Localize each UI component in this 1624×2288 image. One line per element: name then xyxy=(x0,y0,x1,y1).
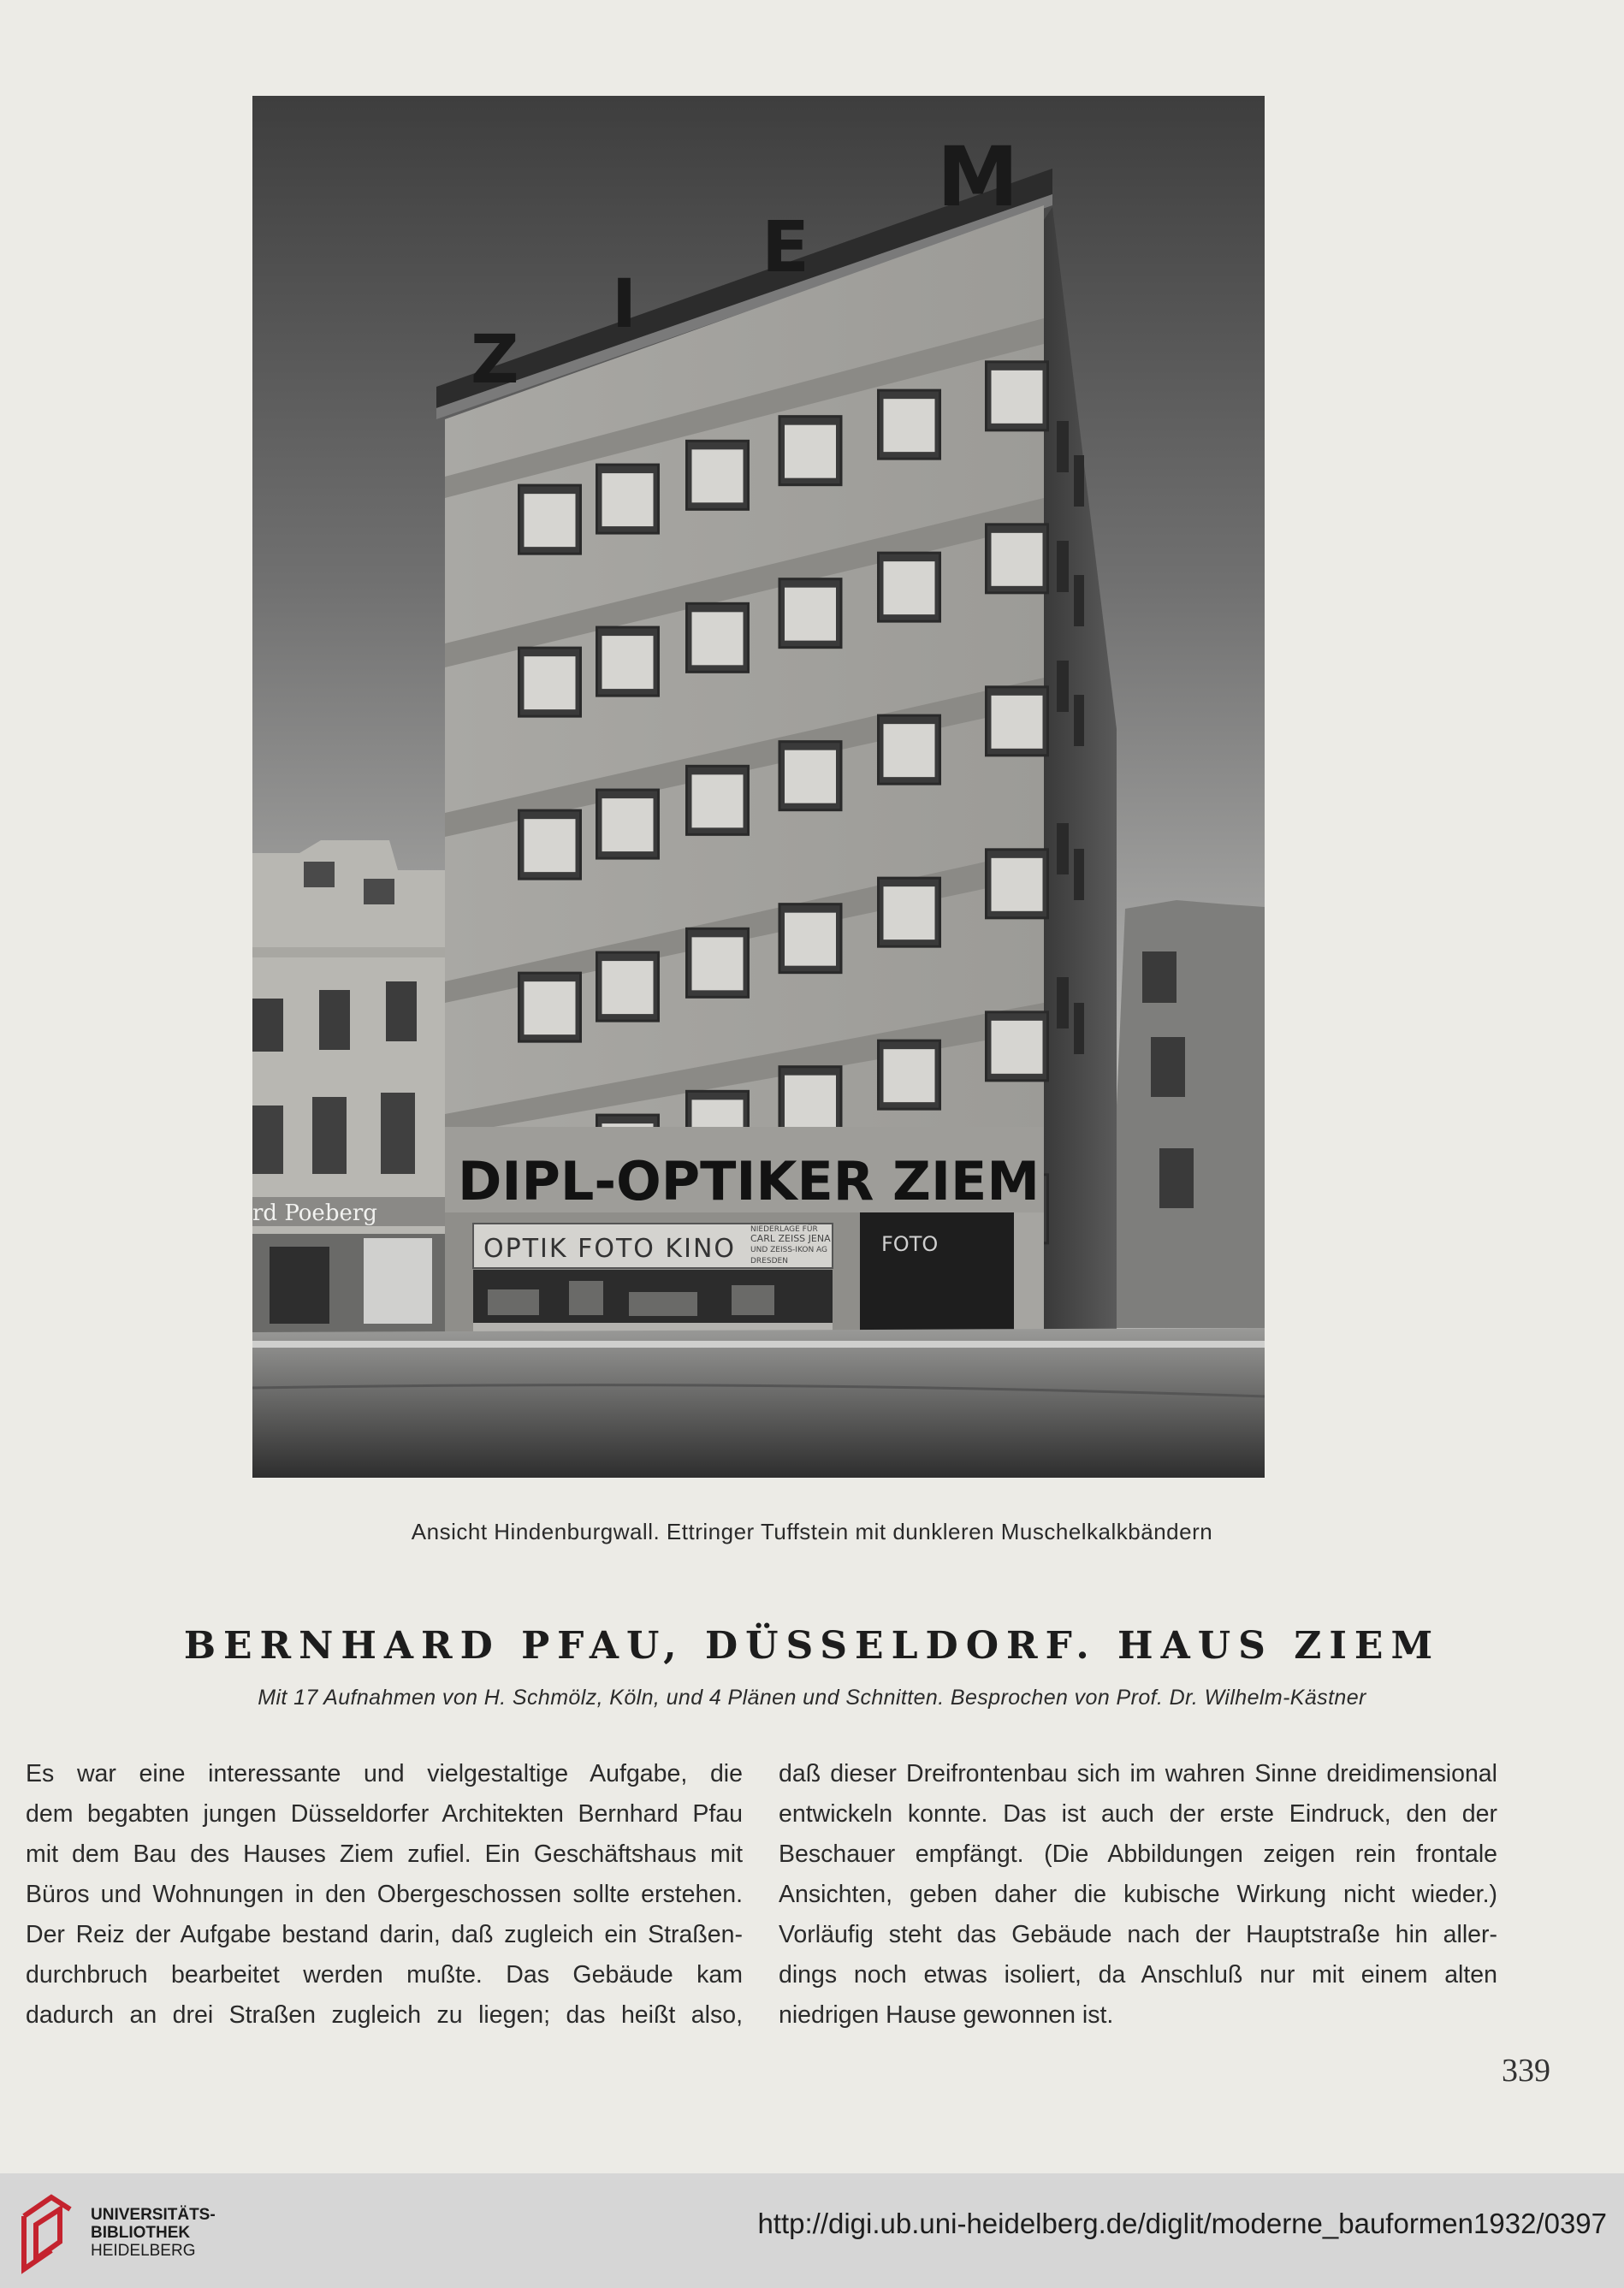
corner-sign-text: FOTO xyxy=(881,1232,939,1256)
window-curtain xyxy=(525,981,576,1034)
text-line: Es war eine interessante und vielgestaltige Aufgabe, die xyxy=(26,1760,743,1787)
text-line: dem begabten jungen Düsseldorfer Architekten Bernhard Pfau xyxy=(26,1800,743,1828)
street xyxy=(252,1328,1265,1478)
haus-ziem-illustration xyxy=(252,96,1265,1478)
window-curtain xyxy=(785,750,836,803)
page-number: 339 xyxy=(1502,2053,1550,2089)
window-curtain xyxy=(525,656,576,709)
library-logo-text xyxy=(91,2206,216,2260)
svg-text:UND ZEISS-IKON AG: UND ZEISS-IKON AG xyxy=(750,1246,828,1254)
window-curtain xyxy=(884,1049,935,1102)
window-curtain xyxy=(992,696,1043,749)
window-curtain xyxy=(785,1076,836,1129)
svg-text:CARL ZEISS JENA: CARL ZEISS JENA xyxy=(750,1233,831,1244)
window-curtain xyxy=(884,561,935,614)
window-curtain xyxy=(785,913,836,966)
text-line: Büros und Wohnungen in den Obergeschossen sollte erstehen. xyxy=(26,1881,743,1908)
window-curtain xyxy=(992,370,1043,424)
text-line: niedrigen Hause gewonnen ist. xyxy=(779,2001,1114,2029)
article-title: BERNHARD PFAU, DÜSSELDORF. HAUS ZIEM xyxy=(183,1624,1441,1668)
building-photograph xyxy=(252,96,1265,1478)
window-curtain xyxy=(602,798,654,851)
svg-text:NIEDERLAGE FÜR: NIEDERLAGE FÜR xyxy=(750,1225,818,1234)
window-curtain xyxy=(692,449,744,502)
text-line: mit dem Bau des Hauses Ziem zufiel. Ein Geschäftshaus mit xyxy=(26,1840,743,1868)
window-curtain xyxy=(692,612,744,665)
rooftop-letter-m: M xyxy=(937,129,1019,225)
window-curtain xyxy=(525,494,576,547)
svg-text:DRESDEN: DRESDEN xyxy=(750,1257,788,1266)
text-column-left xyxy=(26,1754,743,2036)
text-line: Ansichten, geben daher die kubische Wirkung nicht wieder.) xyxy=(779,1881,1497,1908)
window-curtain xyxy=(785,588,836,641)
text-line: dings noch etwas isoliert, da Anschluß nur mit einem alten xyxy=(779,1961,1497,1989)
window-curtain xyxy=(884,399,935,452)
text-column-right xyxy=(779,1754,1497,2036)
article-subtitle: Mit 17 Aufnahmen von H. Schmölz, Köln, und 4 Plänen und Schnitten. Besprochen von Prof. Dr. Wilhelm-Kästner xyxy=(258,1686,1366,1710)
text-line: daß dieser Dreifrontenbau sich im wahren Sinne dreidimensional xyxy=(779,1760,1497,1787)
window-curtain xyxy=(992,533,1043,586)
text-line: entwickeln konnte. Das ist auch der erste Eindruck, den der xyxy=(779,1800,1497,1828)
window-curtain xyxy=(992,858,1043,911)
text-line: Vorläufig steht das Gebäude nach der Hauptstraße hin aller- xyxy=(779,1921,1497,1948)
library-footer xyxy=(0,2173,1624,2288)
window-curtain xyxy=(785,425,836,478)
window-curtain xyxy=(602,636,654,689)
library-logo-icon xyxy=(17,2190,77,2276)
logo-line: BIBLIOTHEK xyxy=(91,2224,191,2242)
rooftop-letter-i: I xyxy=(612,266,637,343)
source-url-link[interactable]: http://digi.ub.uni-heidelberg.de/diglit/moderne_bauformen1932/0397 xyxy=(757,2208,1607,2239)
facade-sign-text: DIPL-OPTIKER ZIEM xyxy=(458,1150,1040,1212)
window-curtain xyxy=(884,886,935,940)
photo-caption: Ansicht Hindenburgwall. Ettringer Tuffstein mit dunkleren Muschelkalkbändern xyxy=(411,1519,1213,1544)
window-curtain xyxy=(884,724,935,777)
window-curtain xyxy=(602,473,654,526)
window-curtain xyxy=(602,961,654,1014)
window-curtain xyxy=(692,937,744,990)
text-line: dadurch an drei Straßen zugleich zu liegen; das heißt also, xyxy=(26,2001,743,2029)
shop-sign-text: OPTIK FOTO KINO xyxy=(483,1234,737,1264)
text-line: durchbruch bearbeitet werden mußte. Das Gebäude kam xyxy=(26,1961,743,1989)
rooftop-letter-z: Z xyxy=(471,322,519,399)
window-curtain xyxy=(692,774,744,827)
neighbour-sign-text: rd Poeberg xyxy=(252,1200,377,1226)
rooftop-letter-e: E xyxy=(762,207,810,288)
logo-line: HEIDELBERG xyxy=(91,2242,196,2260)
left-neighbour-building xyxy=(252,840,449,1332)
text-line: Der Reiz der Aufgabe bestand darin, daß zugleich ein Straßen- xyxy=(26,1921,743,1948)
window-curtain xyxy=(992,1021,1043,1074)
logo-line: UNIVERSITÄTS- xyxy=(91,2206,216,2224)
window-curtain xyxy=(525,819,576,872)
text-line: Beschauer empfängt. (Die Abbildungen zeigen rein frontale xyxy=(779,1840,1497,1868)
